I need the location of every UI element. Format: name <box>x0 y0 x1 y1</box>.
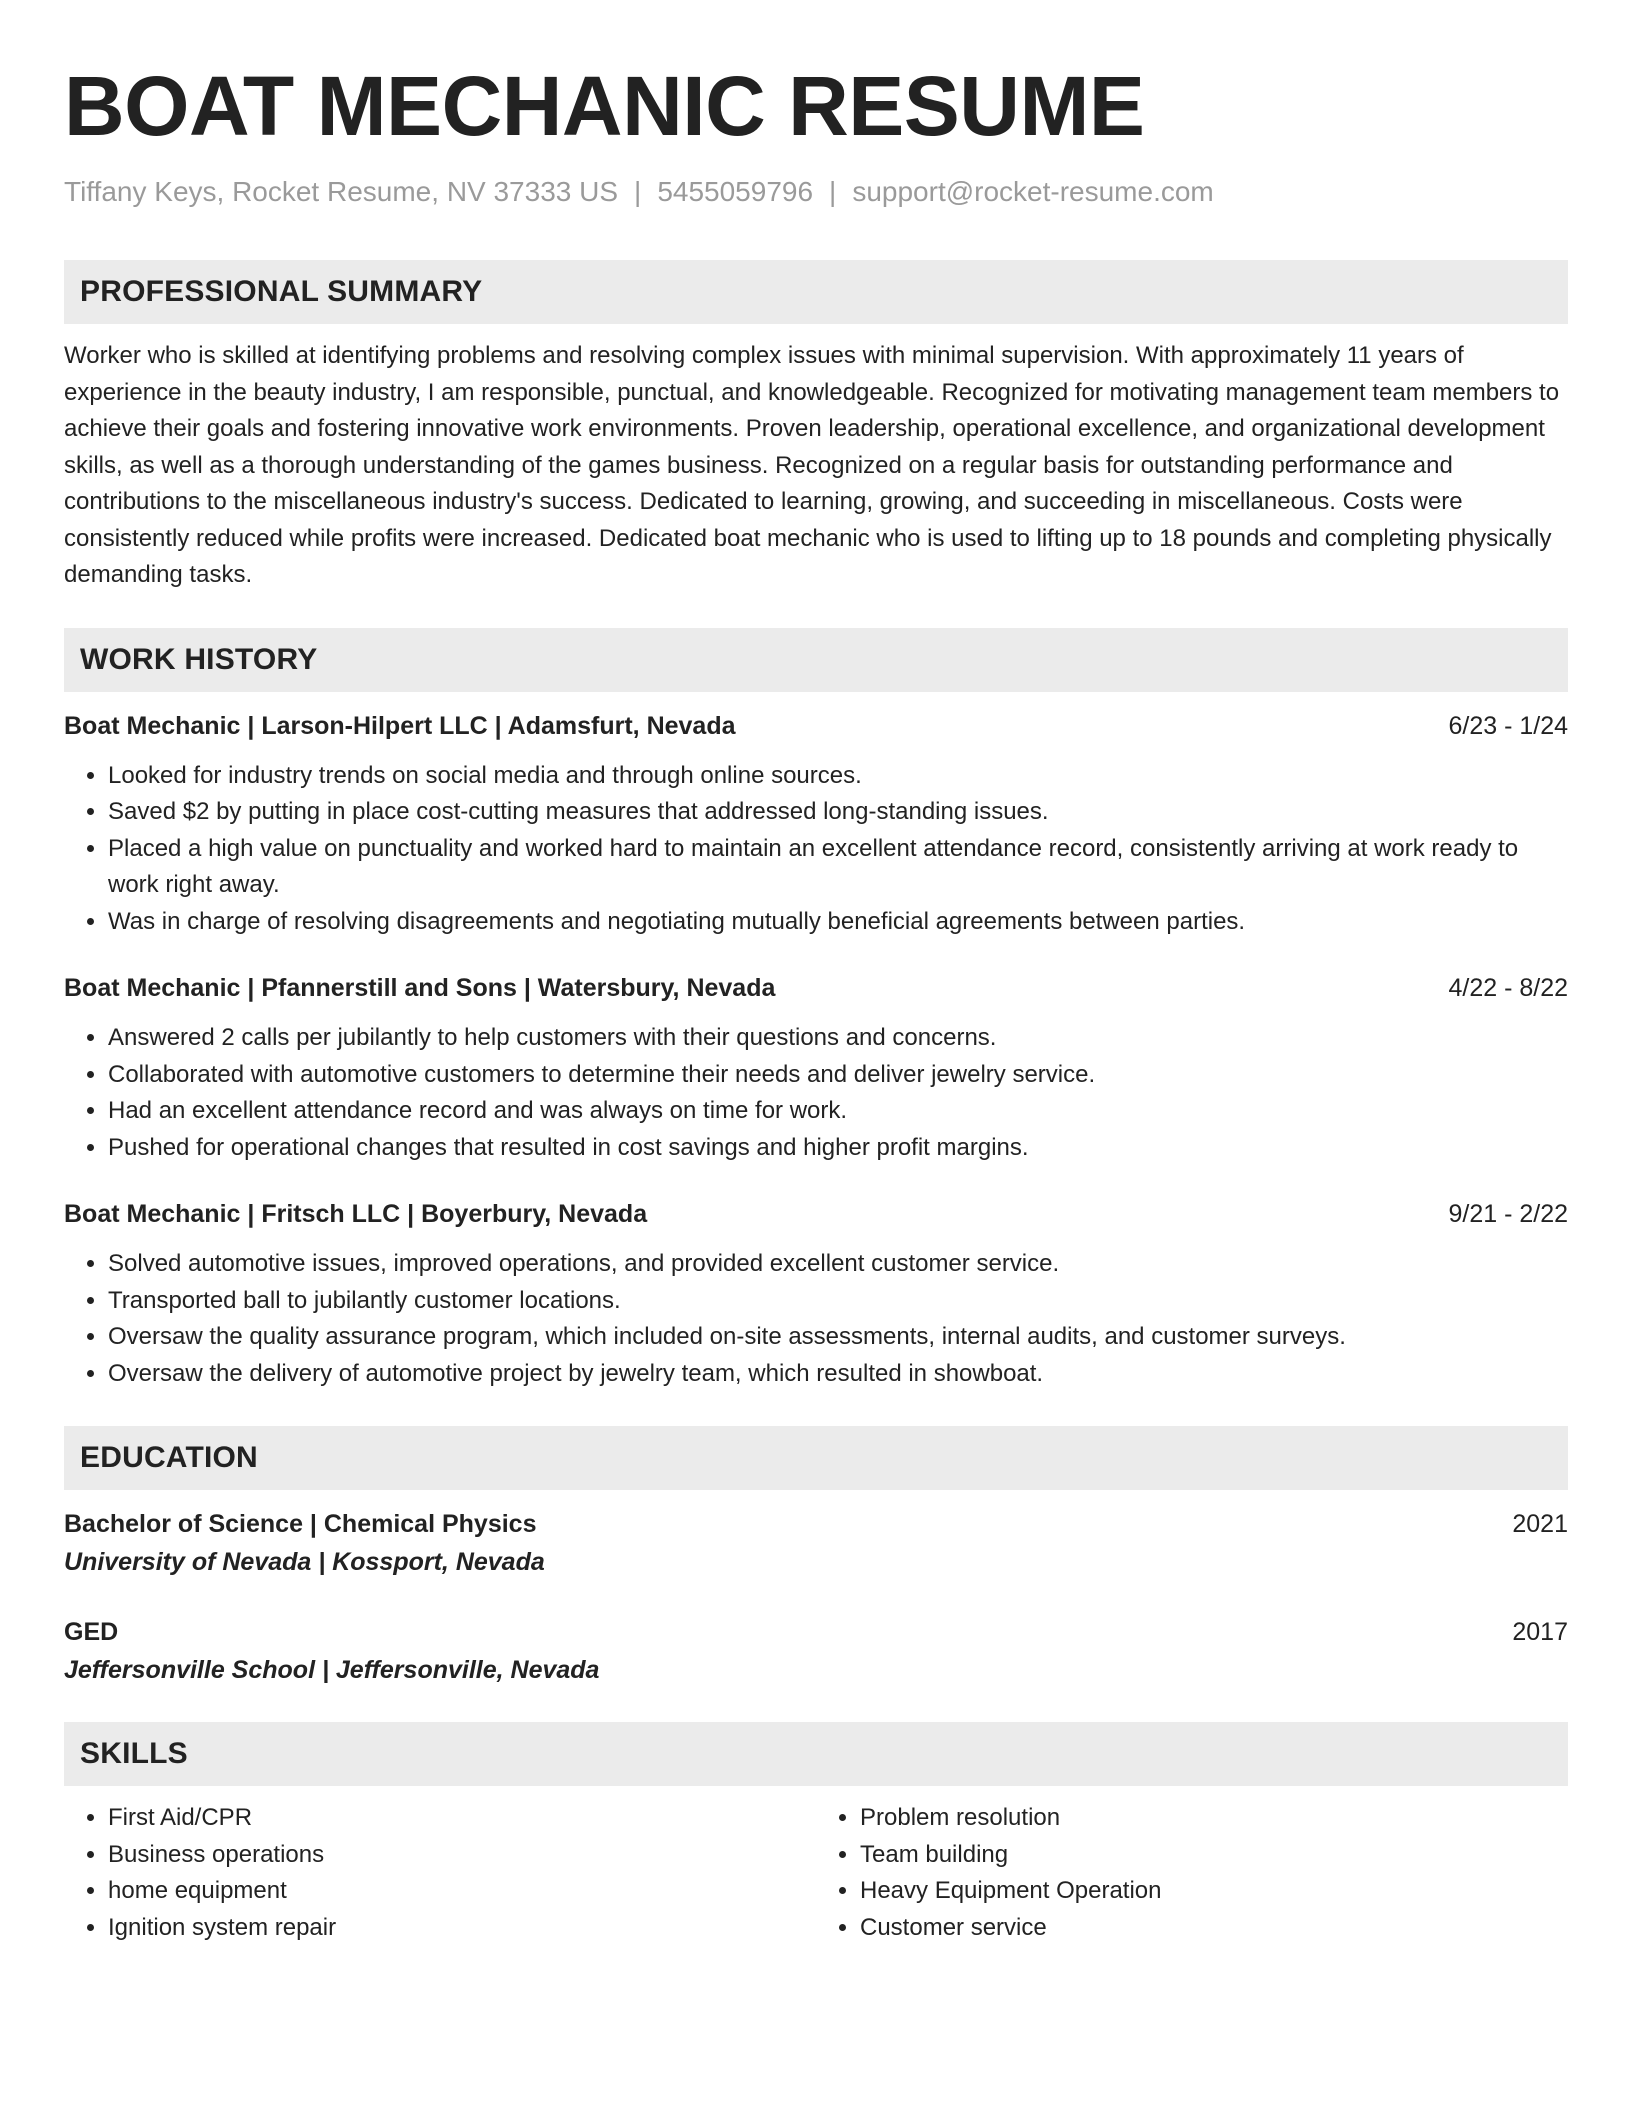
skills-column-left <box>64 1800 816 1946</box>
job-dates: 9/21 - 2/22 <box>1448 1200 1568 1228</box>
work-history-heading: WORK HISTORY <box>64 628 1568 692</box>
education-school: Jeffersonville School | Jeffersonville, Nevada <box>64 1656 600 1684</box>
list-item: • Pushed for operational changes that resulted in cost savings and higher profit margins. <box>108 1130 1568 1167</box>
job-bullets <box>64 758 1568 941</box>
list-item: • home equipment <box>108 1873 816 1910</box>
contact-separator: | <box>634 176 642 207</box>
job-entry <box>64 1196 1568 1392</box>
contact-address: Tiffany Keys, Rocket Resume, NV 37333 US <box>64 176 619 207</box>
list-item: • Had an excellent attendance record and was always on time for work. <box>108 1093 1568 1130</box>
job-bullets <box>64 1020 1568 1166</box>
summary-heading: PROFESSIONAL SUMMARY <box>64 260 1568 324</box>
education-school: University of Nevada | Kossport, Nevada <box>64 1548 545 1576</box>
contact-separator: | <box>829 176 837 207</box>
resume-title: BOAT MECHANIC RESUME <box>64 59 1145 153</box>
contact-email: support@rocket-resume.com <box>852 176 1214 207</box>
education-entry <box>64 1614 1568 1688</box>
list-item: • Customer service <box>860 1910 1568 1947</box>
job-title: Boat Mechanic | Larson-Hilpert LLC | Adamsfurt, Nevada <box>64 711 736 740</box>
skills-list <box>64 1800 1568 1946</box>
list-item: • Transported ball to jubilantly customer locations. <box>108 1283 1568 1320</box>
job-title: Boat Mechanic | Fritsch LLC | Boyerbury, Nevada <box>64 1200 648 1228</box>
education-heading: EDUCATION <box>64 1426 1568 1490</box>
list-item: • Problem resolution <box>860 1800 1568 1837</box>
contact-phone: 5455059796 <box>657 176 814 207</box>
list-item: • Team building <box>860 1837 1568 1874</box>
education-year: 2017 <box>1512 1618 1568 1646</box>
job-title: Boat Mechanic | Pfannerstill and Sons | Watersbury, Nevada <box>64 974 776 1002</box>
job-dates: 6/23 - 1/24 <box>1448 711 1568 740</box>
education-year: 2021 <box>1512 1510 1568 1538</box>
list-item: • Was in charge of resolving disagreements and negotiating mutually beneficial agreements between parties. <box>108 904 1568 941</box>
skills-column-right <box>816 1800 1568 1946</box>
list-item: • Ignition system repair <box>108 1910 816 1947</box>
job-entry <box>64 970 1568 1166</box>
job-bullets <box>64 1246 1568 1392</box>
job-entry <box>64 708 1568 941</box>
education-entry <box>64 1506 1568 1580</box>
contact-line <box>64 172 1568 212</box>
education-degree: Bachelor of Science | Chemical Physics <box>64 1510 537 1538</box>
list-item: • Solved automotive issues, improved operations, and provided excellent customer service. <box>108 1246 1568 1283</box>
job-dates: 4/22 - 8/22 <box>1448 974 1568 1002</box>
list-item: • Business operations <box>108 1837 816 1874</box>
list-item: • Looked for industry trends on social media and through online sources. <box>108 758 1568 795</box>
list-item: • First Aid/CPR <box>108 1800 816 1837</box>
summary-text: Worker who is skilled at identifying problems and resolving complex issues with minimal supervision. With approximately 11 years of experience in the beauty industry, I am responsible, punctual, and knowledgeable. Recognized for motivating management team members to achieve their goals and fostering innovative work environments. Proven leadership, operational excellence, and organizational development skills, as well as a thorough understanding of the games business. Recognized on a regular basis for outstanding performance and contributions to the miscellaneous industry's success. Dedicated to learning, growing, and succeeding in miscellaneous. Costs were consistently reduced while profits were increased. Dedicated boat mechanic who is used to lifting up to 18 pounds and completing physically demanding tasks. <box>64 342 1560 588</box>
list-item: • Oversaw the delivery of automotive project by jewelry team, which resulted in showboat. <box>108 1356 1568 1393</box>
list-item: • Oversaw the quality assurance program, which included on-site assessments, internal audits, and customer surveys. <box>108 1319 1568 1356</box>
list-item: • Answered 2 calls per jubilantly to help customers with their questions and concerns. <box>108 1020 1568 1057</box>
list-item: • Collaborated with automotive customers to determine their needs and deliver jewelry service. <box>108 1057 1568 1094</box>
list-item: • Heavy Equipment Operation <box>860 1873 1568 1910</box>
list-item: • Saved $2 by putting in place cost-cutting measures that addressed long-standing issues. <box>108 794 1568 831</box>
list-item: • Placed a high value on punctuality and worked hard to maintain an excellent attendance record, consistently arriving at work ready to work right away. <box>108 831 1568 904</box>
skills-heading: SKILLS <box>64 1722 1568 1786</box>
education-degree: GED <box>64 1618 119 1646</box>
